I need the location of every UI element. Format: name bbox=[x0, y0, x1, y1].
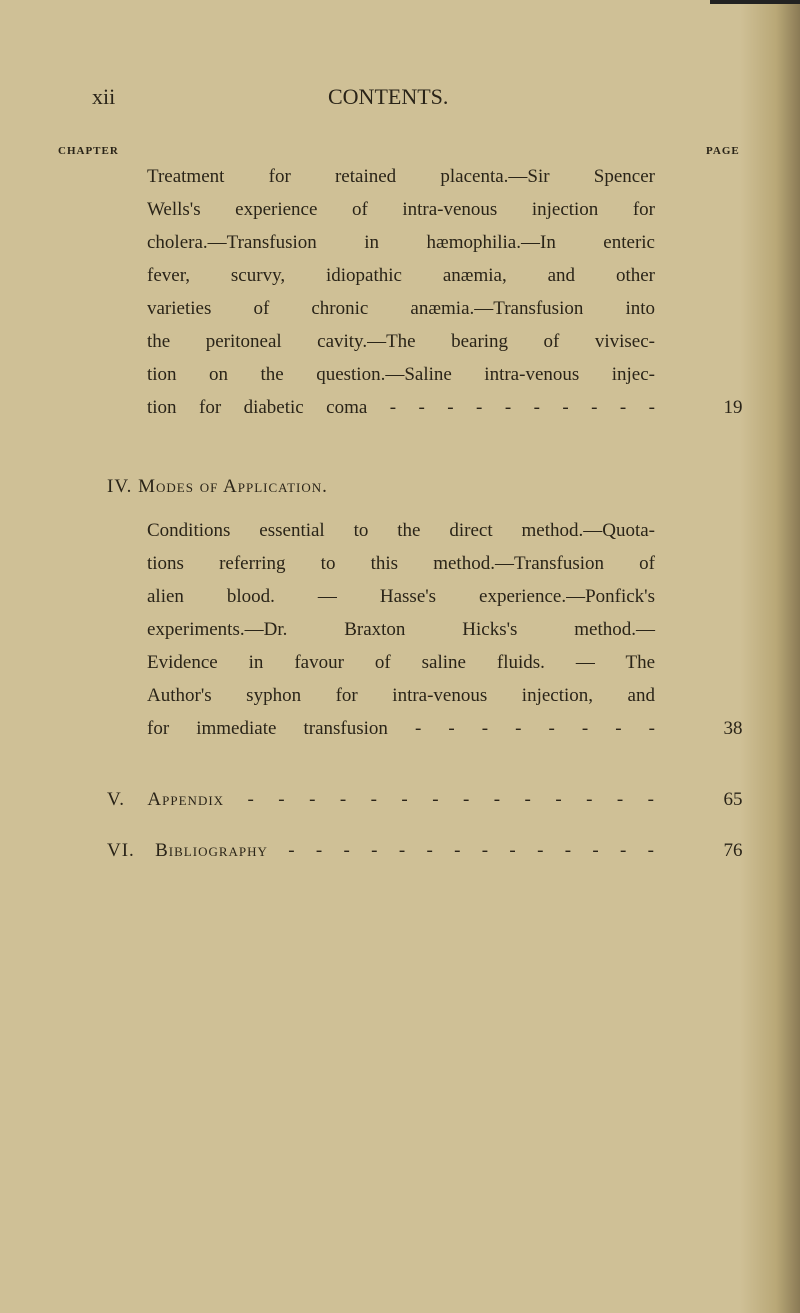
entry-page: 38 bbox=[723, 718, 743, 739]
entry-page: 65 bbox=[723, 789, 743, 810]
entry-line: for immediate transfusion - - - - - - - - bbox=[147, 718, 655, 739]
entry-line: cholera.—Transfusion in hæmophilia.—In enteric bbox=[147, 232, 655, 253]
entry-page: 76 bbox=[723, 840, 743, 861]
entry-page: 19 bbox=[723, 397, 743, 418]
chapter-label: CHAPTER bbox=[58, 145, 119, 157]
entry-line: Conditions essential to the direct method.—Quota- bbox=[147, 520, 655, 541]
section-heading: IV. Modes of Application. bbox=[107, 476, 328, 497]
page-label: PAGE bbox=[706, 145, 740, 157]
entry-line: Wells's experience of intra-venous injection for bbox=[147, 199, 655, 220]
entry-line: varieties of chronic anæmia.—Transfusion into bbox=[147, 298, 655, 319]
entry-line: experiments.—Dr. Braxton Hicks's method.— bbox=[147, 619, 655, 640]
page-number: xii bbox=[92, 84, 116, 109]
section-heading: VI. Bibliography - - - - - - - - - - - - - - bbox=[107, 840, 655, 861]
entry-line: Evidence in favour of saline fluids. — The bbox=[147, 652, 655, 673]
entry-line: Author's syphon for intra-venous injection, and bbox=[147, 685, 655, 706]
entry-line: fever, scurvy, idiopathic anæmia, and other bbox=[147, 265, 655, 286]
scan-border bbox=[710, 0, 800, 4]
section-heading: V. Appendix - - - - - - - - - - - - - - bbox=[107, 789, 655, 810]
entry-line: tions referring to this method.—Transfusion of bbox=[147, 553, 655, 574]
page-edge-shadow bbox=[740, 0, 800, 1313]
entry-line: alien blood. — Hasse's experience.—Ponfick's bbox=[147, 586, 655, 607]
entry-line: Treatment for retained placenta.—Sir Spencer bbox=[147, 166, 655, 187]
page-title: CONTENTS. bbox=[328, 84, 449, 109]
entry-line: tion for diabetic coma - - - - - - - - - - bbox=[147, 397, 655, 418]
entry-line: the peritoneal cavity.—The bearing of vivisec- bbox=[147, 331, 655, 352]
entry-line: tion on the question.—Saline intra-venous injec- bbox=[147, 364, 655, 385]
